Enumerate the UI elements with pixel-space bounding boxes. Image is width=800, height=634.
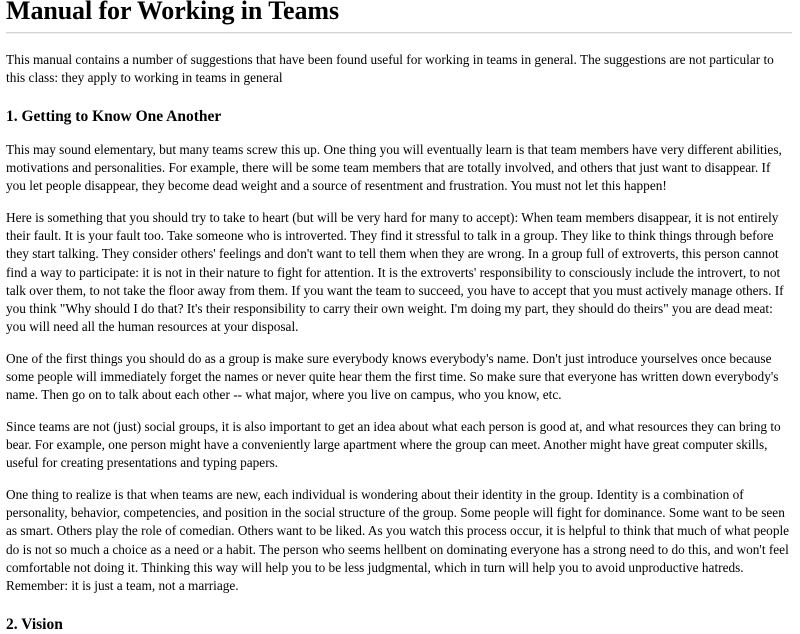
paragraph: One of the first things you should do as a group is make sure everybody knows everybody's name. Don't just introduce yourselves once because some people will immediately forget the names or never quite hear them the first time. So make sure that everyone has written down everybody's name. Then go on to talk about each other -- what major, where you live on campus, who you know, etc. xyxy=(6,350,779,402)
title-divider xyxy=(6,32,792,34)
paragraph: This may sound elementary, but many teams screw this up. One thing you will eventually learn is that team members have very different abilities, motivations and personalities. For example, there will be some team members that are totally involved, and others that just want to disappear. If you let people disappear, they become dead weight and a source of resentment and frustration. You must not let this happen! xyxy=(6,142,782,194)
paragraph: Here is something that you should try to take to heart (but will be very hard for many to accept): When team members disappear, it is not entirely their fault. It is your fault too. Take someone who is introverted. They find it stressful to talk in a group. They like to think things through before they start talking. They consider others' feelings and don't want to tell them when they are wrong. In a group full of extroverts, this person cannot find a way to participate: it is not in their nature to fight for attention. It is the extroverts' responsibility to consciously include the introvert, to not talk over them, to not take the floor away from them. If you want the team to succeed, you have to accept that you must actively manage others. If you think "Why should I do that? It's their responsibility to carry their own weight. I'm doing my part, they should do theirs" you are dead meat: you will need all the human resources at your disposal. xyxy=(6,210,784,334)
paragraph: One thing to realize is that when teams are new, each individual is wondering about their identity in the group. Identity is a combination of personality, behavior, competencies, and position in the social structure of the group. Some people will fight for dominance. Some want to be seen as smart. Others play the role of comedian. Others want to be liked. As you watch this process occur, it is helpful to think that much of what people do is not so much a choice as a need or a habit. The person who seems hellbent on dominating everyone has a strong need to do this, and won't feel comfortable not doing it. Thinking this way will help you to be less judgmental, which in turn will help you to avoid unproductive hatreds. Remember: it is just a team, not a marriage. xyxy=(6,487,790,593)
paragraph: Since teams are not (just) social groups, it is also important to get an idea about what each person is good at, and what resources they can bring to bear. For example, one person might have a conveniently large apartment where the group can meet. Another might have great computer skills, useful for creating presentations and typing papers. xyxy=(6,419,781,471)
section-heading-vision: 2. Vision xyxy=(6,615,63,633)
section-heading-getting-to-know-one-another: 1. Getting to Know One Another xyxy=(6,108,222,126)
page-title: Manual for Working in Teams xyxy=(6,0,339,25)
intro-paragraph: This manual contains a number of suggestions that have been found useful for working in teams in general. The suggestions are not particular to this class: they apply to working in teams in general xyxy=(6,52,774,86)
